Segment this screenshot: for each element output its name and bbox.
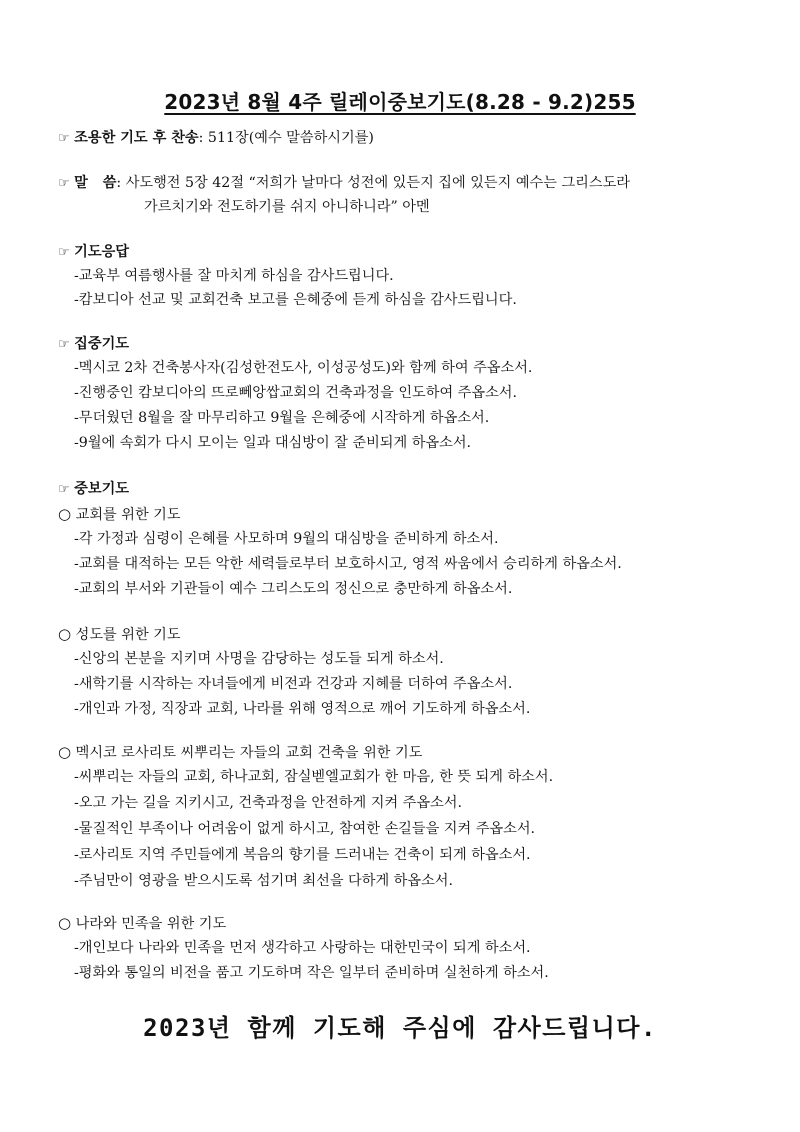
- hymn-label: 조용한 기도 후 찬송: [74, 130, 199, 146]
- list-item: -개인과 가정, 직장과 교회, 나라를 위해 영적으로 깨어 기도하게 하옵소서.: [74, 701, 531, 717]
- section-heading: [58, 914, 226, 933]
- list-item: -새학기를 시작하는 자녀들에게 비전과 건강과 지혜를 더하여 주옵소서.: [74, 676, 513, 692]
- list-item: -교육부 여름행사를 잘 마치게 하심을 감사드립니다.: [74, 268, 394, 284]
- list-item: -로사리토 지역 주민들에게 복음의 향기를 드러내는 건축이 되게 하옵소서.: [74, 847, 531, 863]
- pointing-hand-icon: ☞: [58, 176, 70, 191]
- closing-message: 2023년 함께 기도해 주심에 감사드립니다.: [143, 1014, 657, 1042]
- circle-bullet-icon: ○: [58, 625, 72, 643]
- list-item: -씨뿌리는 자들의 교회, 하나교회, 잠실벧엘교회가 한 마음, 한 뜻 되게 하소서.: [74, 769, 554, 785]
- circle-bullet-icon: ○: [58, 743, 72, 761]
- section-heading: [58, 743, 422, 762]
- list-item: -무더웠던 8월을 잘 마무리하고 9월을 은혜중에 시작하게 하옵소서.: [74, 410, 490, 426]
- list-item: -교회의 부서와 기관들이 예수 그리스도의 정신으로 충만하게 하옵소서.: [74, 581, 513, 597]
- list-item: -진행중인 캄보디아의 뜨로뻬앙쌉교회의 건축과정을 인도하여 주옵소서.: [74, 385, 518, 401]
- hymn-line: [58, 129, 374, 148]
- focus-heading: [58, 335, 129, 354]
- pointing-hand-icon: ☞: [58, 245, 70, 260]
- hymn-text: : 511장(예수 말씀하시기를): [198, 130, 374, 146]
- list-item: -각 가정과 심령이 은혜를 사모하며 9월의 대심방을 준비하게 하소서.: [74, 531, 499, 547]
- section-title: 성도를 위한 기도: [75, 627, 181, 643]
- scripture-label: 말 씀: [74, 175, 117, 191]
- list-item: -교회를 대적하는 모든 악한 세력들로부터 보호하시고, 영적 싸움에서 승리하게 하옵소서.: [74, 556, 622, 572]
- pointing-hand-icon: ☞: [58, 482, 70, 497]
- focus-label: 집중기도: [74, 336, 129, 352]
- list-item: -주님만이 영광을 받으시도록 섬기며 최선을 다하게 하옵소서.: [74, 873, 453, 889]
- section-title: 교회를 위한 기도: [75, 507, 181, 523]
- pointing-hand-icon: ☞: [58, 131, 70, 146]
- list-item: -신앙의 본분을 지키며 사명을 감당하는 성도들 되게 하소서.: [74, 651, 444, 667]
- scripture-text: : 사도행전 5장 42절 “저희가 날마다 성전에 있든지 집에 있든지 예수는 그리스도라: [116, 175, 630, 191]
- circle-bullet-icon: ○: [58, 505, 72, 523]
- list-item: -멕시코 2차 건축봉사자(김성한전도사, 이성공성도)와 함께 하여 주옵소서.: [74, 360, 533, 376]
- list-item: -물질적인 부족이나 어려움이 없게 하시고, 참여한 손길들을 지켜 주옵소서.: [74, 821, 536, 837]
- list-item: -9월에 속회가 다시 모이는 일과 대심방이 잘 준비되게 하옵소서.: [74, 435, 472, 451]
- pointing-hand-icon: ☞: [58, 337, 70, 352]
- answered-heading: [58, 243, 129, 262]
- list-item: -오고 가는 길을 지키시고, 건축과정을 안전하게 지켜 주옵소서.: [74, 795, 463, 811]
- section-title: 나라와 민족을 위한 기도: [75, 916, 227, 932]
- section-heading: [58, 625, 181, 644]
- section-heading: [58, 505, 181, 524]
- page-title: 2023년 8월 4주 릴레이중보기도(8.28 - 9.2)255: [164, 90, 636, 114]
- section-title: 멕시코 로사리토 씨뿌리는 자들의 교회 건축을 위한 기도: [75, 745, 423, 761]
- scripture-text-continued: 가르치기와 전도하기를 쉬지 아니하니라” 아멘: [144, 199, 430, 215]
- list-item: -캄보디아 선교 및 교회건축 보고를 은혜중에 듣게 하심을 감사드립니다.: [74, 292, 517, 308]
- list-item: -개인보다 나라와 민족을 먼저 생각하고 사랑하는 대한민국이 되게 하소서.: [74, 940, 531, 956]
- scripture-line: [58, 174, 630, 193]
- list-item: -평화와 통일의 비전을 품고 기도하며 작은 일부터 준비하며 실천하게 하소서.: [74, 965, 549, 981]
- circle-bullet-icon: ○: [58, 914, 72, 932]
- answered-label: 기도응답: [74, 244, 129, 260]
- intercession-label: 중보기도: [74, 481, 129, 497]
- intercession-heading: [58, 480, 129, 499]
